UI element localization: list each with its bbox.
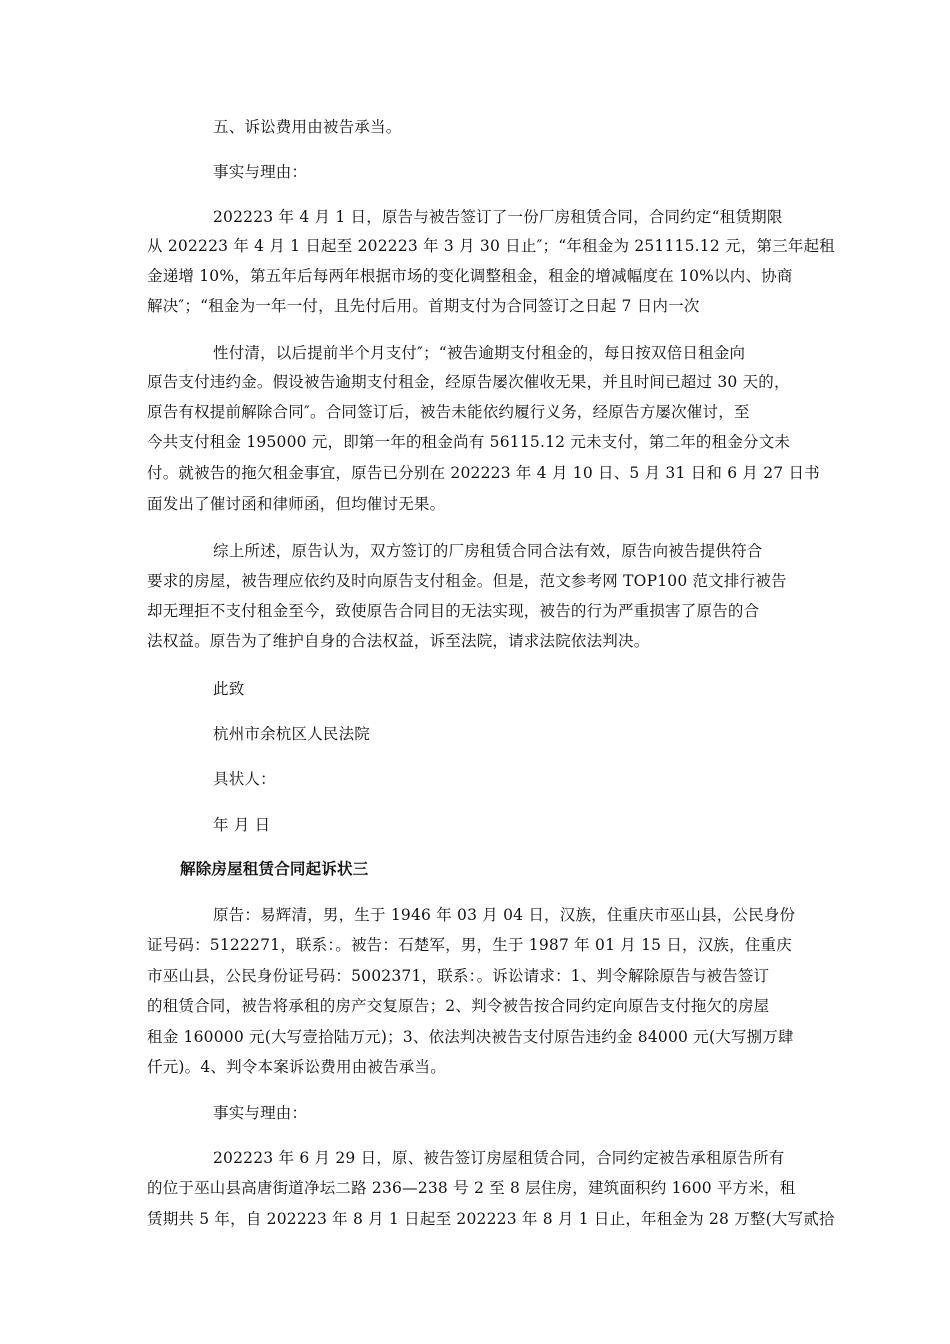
paragraph-line: 202223 年 4 月 1 日，原告与被告签订了一份厂房租赁合同，合同约定“租赁期限 <box>213 208 783 226</box>
paragraph-line: 却无理拒不支付租金至今，致使原告合同目的无法实现，被告的行为严重损害了原告的合 <box>147 602 760 620</box>
paragraph-line: 赁期共 5 年，自 202223 年 8 月 1 日起至 202223 年 8 月 1 日止，年租金为 28 万整(大写贰拾 <box>147 1210 835 1228</box>
paragraph-line: 要求的房屋，被告理应依约及时向原告支付租金。但是，范文参考网 TOP100 范文排行被告 <box>147 572 787 590</box>
salutation: 此致 <box>213 680 245 698</box>
date-line: 年 月 日 <box>213 816 271 834</box>
paragraph-line: 金递增 10%，第五年后每两年根据市场的变化调整租金，租金的增减幅度在 10%以内、协商 <box>147 267 793 285</box>
paragraph-line: 今共支付租金 195000 元，即第一年的租金尚有 56115.12 元未支付，第二年的租金分文未 <box>147 433 791 451</box>
paragraph-line: 五、诉讼费用由被告承当。 <box>213 118 402 136</box>
paragraph-line: 原告支付违约金。假设被告逾期支付租金，经原告屡次催收无果，并且时间已超过 30 天的， <box>147 373 790 391</box>
paragraph-line: 事实与理由： <box>213 1104 308 1122</box>
paragraph-line: 综上所述，原告认为，双方签订的厂房租赁合同合法有效，原告向被告提供符合 <box>213 542 763 560</box>
paragraph-line: 的租赁合同，被告将承租的房产交复原告；2、判令被告按合同约定向原告支付拖欠的房屋 <box>147 997 770 1015</box>
paragraph-line: 仟元)。4、判令本案诉讼费用由被告承当。 <box>147 1058 446 1076</box>
paragraph-line: 原告有权提前解除合同″。合同签订后，被告未能依约履行义务，经原告方屡次催讨，至 <box>147 403 750 421</box>
plaintiff-signature: 具状人： <box>213 770 276 788</box>
paragraph-line: 面发出了催讨函和律师函，但均催讨无果。 <box>147 495 446 513</box>
paragraph-line: 202223 年 6 月 29 日，原、被告签订房屋租赁合同，合同约定被告承租原告所有 <box>213 1149 785 1167</box>
paragraph-line: 证号码：5122271，联系：。被告：石楚军，男，生于 1987 年 01 月 15 日，汉族，住重庆 <box>147 936 792 954</box>
paragraph-line: 解决″；“租金为一年一付，且先付后用。首期支付为合同签订之日起 7 日内一次 <box>147 297 700 315</box>
court-name: 杭州市余杭区人民法院 <box>213 725 371 743</box>
paragraph-line: 的位于巫山县高唐街道净坛二路 236—238 号 2 至 8 层住房，建筑面积约 1600 平方米，租 <box>147 1179 796 1197</box>
paragraph-line: 市巫山县，公民身份证号码：5002371，联系：。诉讼请求：1、判令解除原告与被告签订 <box>147 967 770 985</box>
paragraph-line: 租金 160000 元(大写壹拾陆万元)；3、依法判决被告支付原告违约金 84000 元(大写捌万肆 <box>147 1028 794 1046</box>
paragraph-line: 原告：易辉清，男，生于 1946 年 03 月 04 日，汉族，住重庆市巫山县，公民身份 <box>213 906 796 924</box>
paragraph-line: 法权益。原告为了维护自身的合法权益，诉至法院，请求法院依法判决。 <box>147 632 650 650</box>
paragraph-line: 性付清，以后提前半个月支付″；“被告逾期支付租金的，每日按双倍日租金向 <box>213 344 746 362</box>
paragraph-line: 事实与理由： <box>213 163 308 181</box>
section-heading: 解除房屋租赁合同起诉状三 <box>180 860 369 878</box>
paragraph-line: 从 202223 年 4 月 1 日起至 202223 年 3 月 30 日止″；“年租金为 251115.12 元，第三年起租 <box>147 237 835 255</box>
paragraph-line: 付。就被告的拖欠租金事宜，原告已分别在 202223 年 4 月 10 日、5 月 31 日和 6 月 27 日书 <box>147 464 820 482</box>
